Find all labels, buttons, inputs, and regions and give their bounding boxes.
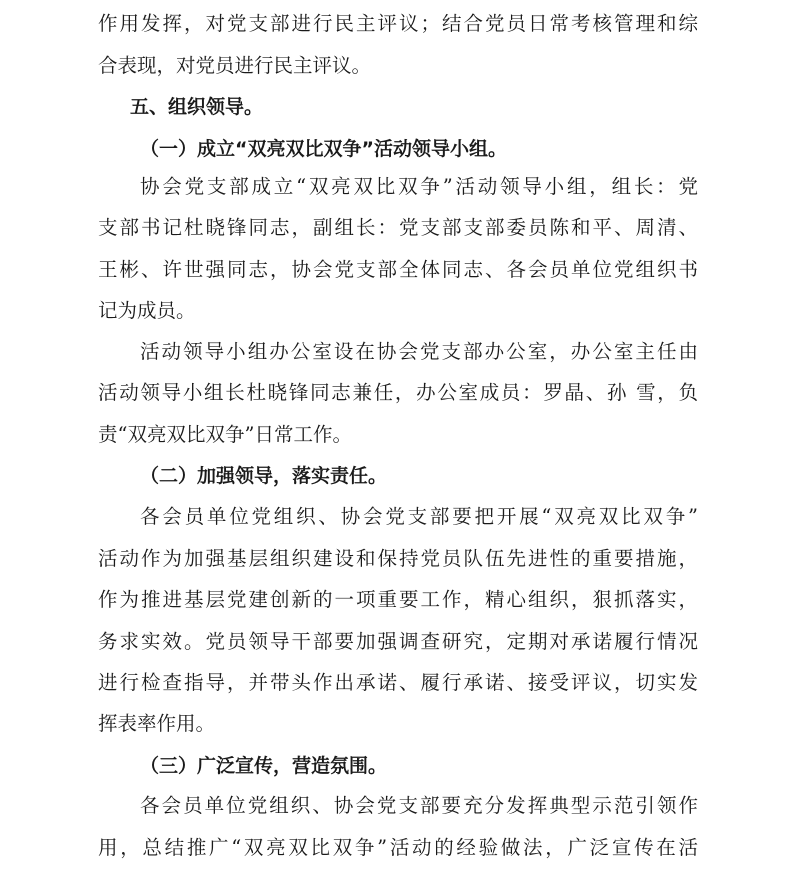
subsection-heading: （二）加强领导，落实责任。 [140, 465, 388, 487]
paragraph-line: 协会党支部成立“双亮双比双争”活动领导小组，组长：党 [140, 175, 698, 198]
section-heading: 五、组织领导。 [130, 96, 264, 118]
paragraph-line: 活动领导小组办公室设在协会党支部办公室，办公室主任由 [140, 340, 698, 363]
subsection-heading: （三）广泛宣传，营造氛围。 [140, 755, 388, 777]
paragraph-line: 王彬、许世强同志，协会党支部全体同志、各会员单位党组织书 [98, 258, 698, 281]
paragraph-line: 合表现，对党员进行民主评议。 [98, 54, 372, 77]
paragraph-line: 作为推进基层党建创新的一项重要工作，精心组织，狠抓落实， [98, 588, 698, 611]
subsection-heading: （一）成立“双亮双比双争”活动领导小组。 [140, 138, 507, 160]
paragraph-line: 用，总结推广“双亮双比双争”活动的经验做法，广泛宣传在活 [98, 836, 698, 859]
paragraph-line: 支部书记杜晓锋同志，副组长：党支部支部委员陈和平、周清、 [98, 216, 698, 239]
paragraph-line: 挥表率作用。 [98, 712, 216, 735]
paragraph-line: 作用发挥，对党支部进行民主评议；结合党员日常考核管理和综 [98, 12, 698, 35]
paragraph-line: 各会员单位党组织、协会党支部要把开展“双亮双比双争” [140, 505, 698, 528]
paragraph-line: 各会员单位党组织、协会党支部要充分发挥典型示范引领作 [140, 794, 698, 817]
paragraph-line: 责“双亮双比双争”日常工作。 [98, 423, 352, 446]
paragraph-line: 活动领导小组长杜晓锋同志兼任，办公室成员：罗晶、孙 雪，负 [98, 381, 698, 404]
paragraph-line: 务求实效。党员领导干部要加强调查研究，定期对承诺履行情况 [98, 630, 698, 653]
paragraph-line: 记为成员。 [98, 299, 196, 322]
paragraph-line: 进行检查指导，并带头作出承诺、履行承诺、接受评议，切实发 [98, 671, 698, 694]
paragraph-line: 活动作为加强基层组织建设和保持党员队伍先进性的重要措施， [98, 547, 698, 570]
